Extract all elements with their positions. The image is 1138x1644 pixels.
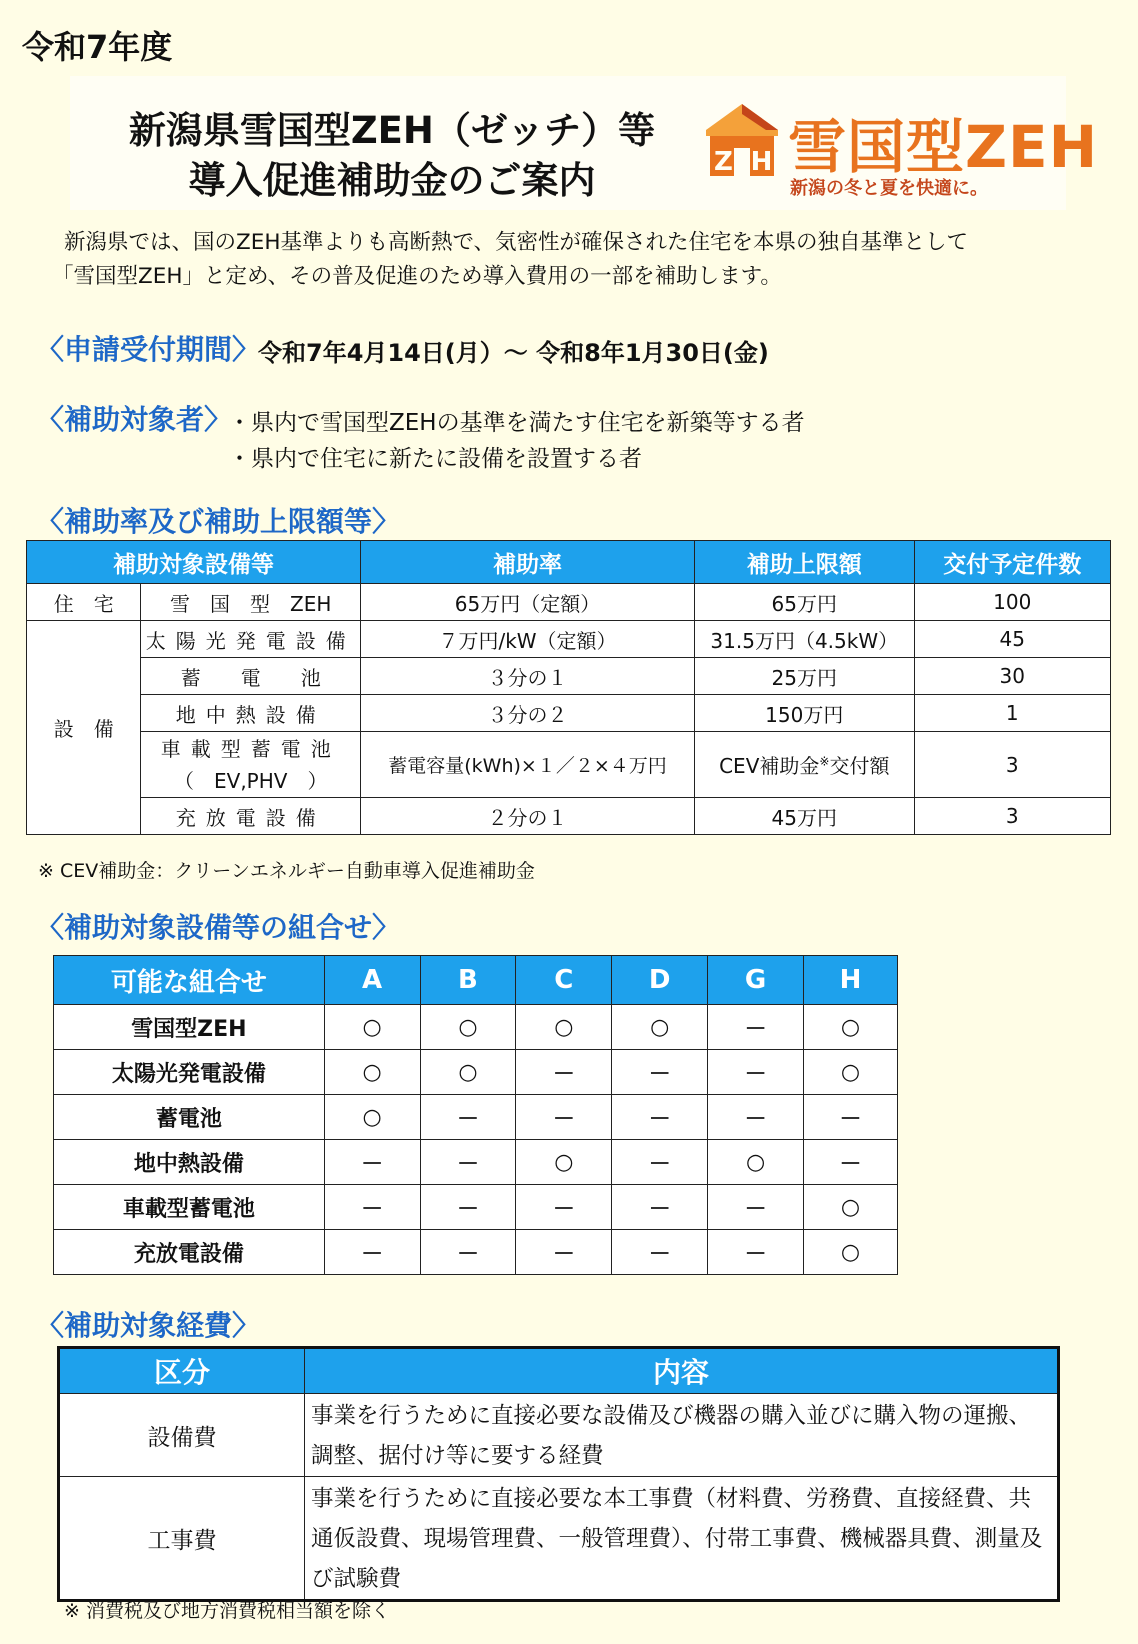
- table-row: [27, 798, 1111, 835]
- table-row: [54, 1005, 898, 1050]
- table-row: [27, 732, 1111, 798]
- content-cell: 事業を行うために直接必要な本工事費（材料費、労務費、直接経費、共通仮設費、現場管理費、一般管理費）、付帯工事費、機械器具費、測量及び試験費: [305, 1477, 1059, 1601]
- row-label: 雪国型ZEH: [54, 1005, 325, 1050]
- limit-cell: 65万円: [695, 584, 915, 621]
- combo-mark: －: [804, 1140, 898, 1185]
- subsidy-rates-table: [26, 540, 1111, 835]
- combo-mark: －: [612, 1050, 708, 1095]
- footnote-mark: ※: [819, 754, 830, 769]
- row-label: 地中熱設備: [54, 1140, 325, 1185]
- combo-mark: －: [516, 1050, 612, 1095]
- count-cell: 100: [914, 584, 1110, 621]
- combo-mark: ○: [708, 1140, 804, 1185]
- column-header: 交付予定件数: [914, 541, 1110, 584]
- count-cell: 3: [914, 798, 1110, 835]
- category-cell: 工事費: [59, 1477, 305, 1601]
- item-cell: 地中熱設備: [141, 695, 361, 732]
- cev-footnote: ※ CEV補助金：クリーンエネルギー自動車導入促進補助金: [38, 860, 535, 882]
- combo-mark: －: [612, 1140, 708, 1185]
- combo-mark: ○: [612, 1005, 708, 1050]
- logo-wordmark: 雪国型ZEH: [788, 113, 1099, 181]
- period-heading: 〈申請受付期間〉: [36, 333, 261, 366]
- intro-line: 新潟県では、国のZEH基準よりも高断熱で、気密性が確保された住宅を本県の独自基準として: [64, 230, 969, 255]
- row-label: 車載型蓄電池: [54, 1185, 325, 1230]
- combo-mark: －: [612, 1230, 708, 1275]
- content-cell: 事業を行うために直接必要な設備及び機器の購入並びに購入物の運搬、調整、据付け等に要する経費: [305, 1394, 1059, 1477]
- count-cell: 45: [914, 621, 1110, 658]
- rate-cell: 65万円（定額）: [361, 584, 695, 621]
- combo-mark: ○: [804, 1005, 898, 1050]
- combo-mark: －: [420, 1185, 516, 1230]
- limit-cell: 150万円: [695, 695, 915, 732]
- item-cell: 雪 国 型 ZEH: [141, 584, 361, 621]
- combo-mark: ○: [804, 1050, 898, 1095]
- logo-tagline: 新潟の冬と夏を快適に。: [790, 178, 988, 199]
- item-cell: 充放電設備: [141, 798, 361, 835]
- column-header: A: [324, 956, 420, 1005]
- table-row: [54, 1185, 898, 1230]
- combo-mark: －: [804, 1095, 898, 1140]
- category-cell: 設備費: [59, 1394, 305, 1477]
- combo-heading: 〈補助対象設備等の組合せ〉: [36, 911, 401, 944]
- column-header: 補助上限額: [695, 541, 915, 584]
- eligible-costs-table: [57, 1346, 1060, 1602]
- combo-mark: －: [708, 1185, 804, 1230]
- item-cell: 太陽光発電設備: [141, 621, 361, 658]
- combo-mark: ○: [420, 1005, 516, 1050]
- combo-mark: －: [612, 1095, 708, 1140]
- item-label: 車載型蓄電池: [160, 736, 341, 761]
- combination-table: [53, 955, 898, 1275]
- combo-mark: －: [516, 1185, 612, 1230]
- column-header: B: [420, 956, 516, 1005]
- table-row: [54, 1230, 898, 1275]
- table-header-row: [54, 956, 898, 1005]
- corner-header: 可能な組合せ: [54, 956, 325, 1005]
- combo-mark: －: [516, 1095, 612, 1140]
- table-row: [27, 621, 1111, 658]
- column-header: 補助率: [361, 541, 695, 584]
- target-heading: 〈補助対象者〉: [36, 403, 233, 436]
- table-header-row: [59, 1348, 1059, 1394]
- table-row: [54, 1140, 898, 1185]
- combo-mark: －: [420, 1140, 516, 1185]
- rate-cell: ７万円/kW（定額）: [361, 621, 695, 658]
- page-title: 新潟県雪国型ZEH（ゼッチ）等: [128, 109, 656, 152]
- column-header: H: [804, 956, 898, 1005]
- combo-mark: ○: [516, 1005, 612, 1050]
- column-header: G: [708, 956, 804, 1005]
- combo-mark: －: [420, 1095, 516, 1140]
- rate-cell: 蓄電容量(kWh)×１／２×４万円: [361, 732, 695, 798]
- item-cell: [141, 732, 361, 798]
- page-subtitle: 導入促進補助金のご案内: [188, 159, 596, 202]
- column-header: 区分: [59, 1348, 305, 1394]
- item-sublabel: （ EV,PHV ）: [174, 768, 328, 793]
- yukiguni-zeh-logo: [700, 86, 1099, 202]
- table-row: [59, 1477, 1059, 1601]
- combo-mark: －: [324, 1230, 420, 1275]
- combo-mark: ○: [324, 1005, 420, 1050]
- combo-mark: ○: [516, 1140, 612, 1185]
- column-header: 内容: [305, 1348, 1059, 1394]
- combo-mark: ○: [324, 1095, 420, 1140]
- combo-mark: －: [708, 1005, 804, 1050]
- table-row: [54, 1050, 898, 1095]
- limit-label: CEV補助金: [719, 754, 820, 778]
- table-row: [27, 695, 1111, 732]
- table-header-row: [27, 541, 1111, 584]
- row-label: 蓄電池: [54, 1095, 325, 1140]
- target-item: ・県内で雪国型ZEHの基準を満たす住宅を新築等する者: [228, 410, 805, 436]
- item-cell: 蓄 電 池: [141, 658, 361, 695]
- combo-mark: －: [324, 1140, 420, 1185]
- period-value: 令和7年4月14日(月）～ 令和8年1月30日(金): [258, 339, 769, 367]
- combo-mark: ○: [420, 1050, 516, 1095]
- tax-footnote: ※ 消費税及び地方消費税相当額を除く: [64, 1600, 390, 1622]
- row-label: 充放電設備: [54, 1230, 325, 1275]
- row-label: 太陽光発電設備: [54, 1050, 325, 1095]
- rate-cell: ３分の２: [361, 695, 695, 732]
- limit-cell: 45万円: [695, 798, 915, 835]
- group-cell: 設 備: [27, 621, 141, 835]
- limit-tail: 交付額: [829, 754, 890, 778]
- limit-cell: 25万円: [695, 658, 915, 695]
- combo-mark: －: [516, 1230, 612, 1275]
- intro-paragraph: [52, 226, 1094, 294]
- column-header: D: [612, 956, 708, 1005]
- limit-cell: 31.5万円（4.5kW）: [695, 621, 915, 658]
- table-row: [27, 584, 1111, 621]
- zeh-house-logo-icon: [700, 96, 784, 180]
- combo-mark: ○: [804, 1230, 898, 1275]
- combo-mark: －: [324, 1185, 420, 1230]
- target-item: ・県内で住宅に新たに設備を設置する者: [228, 446, 642, 472]
- combo-mark: －: [708, 1095, 804, 1140]
- combo-mark: －: [708, 1230, 804, 1275]
- count-cell: 1: [914, 695, 1110, 732]
- group-cell: 住 宅: [27, 584, 141, 621]
- costs-heading: 〈補助対象経費〉: [36, 1309, 261, 1342]
- intro-line: 「雪国型ZEH」と定め、その普及促進のため導入費用の一部を補助します。: [52, 264, 782, 289]
- count-cell: 3: [914, 732, 1110, 798]
- rate-cell: ３分の１: [361, 658, 695, 695]
- combo-mark: －: [612, 1185, 708, 1230]
- combo-mark: ○: [804, 1185, 898, 1230]
- rates-heading: 〈補助率及び補助上限額等〉: [36, 505, 401, 538]
- combo-mark: －: [420, 1230, 516, 1275]
- combo-mark: －: [708, 1050, 804, 1095]
- table-row: [59, 1394, 1059, 1477]
- rate-cell: ２分の１: [361, 798, 695, 835]
- count-cell: 30: [914, 658, 1110, 695]
- column-header: 補助対象設備等: [27, 541, 361, 584]
- limit-cell: [695, 732, 915, 798]
- table-row: [27, 658, 1111, 695]
- table-row: [54, 1095, 898, 1140]
- logo-mark-text: ZEH: [714, 147, 773, 177]
- column-header: C: [516, 956, 612, 1005]
- combo-mark: ○: [324, 1050, 420, 1095]
- fiscal-year: 令和7年度: [22, 28, 173, 66]
